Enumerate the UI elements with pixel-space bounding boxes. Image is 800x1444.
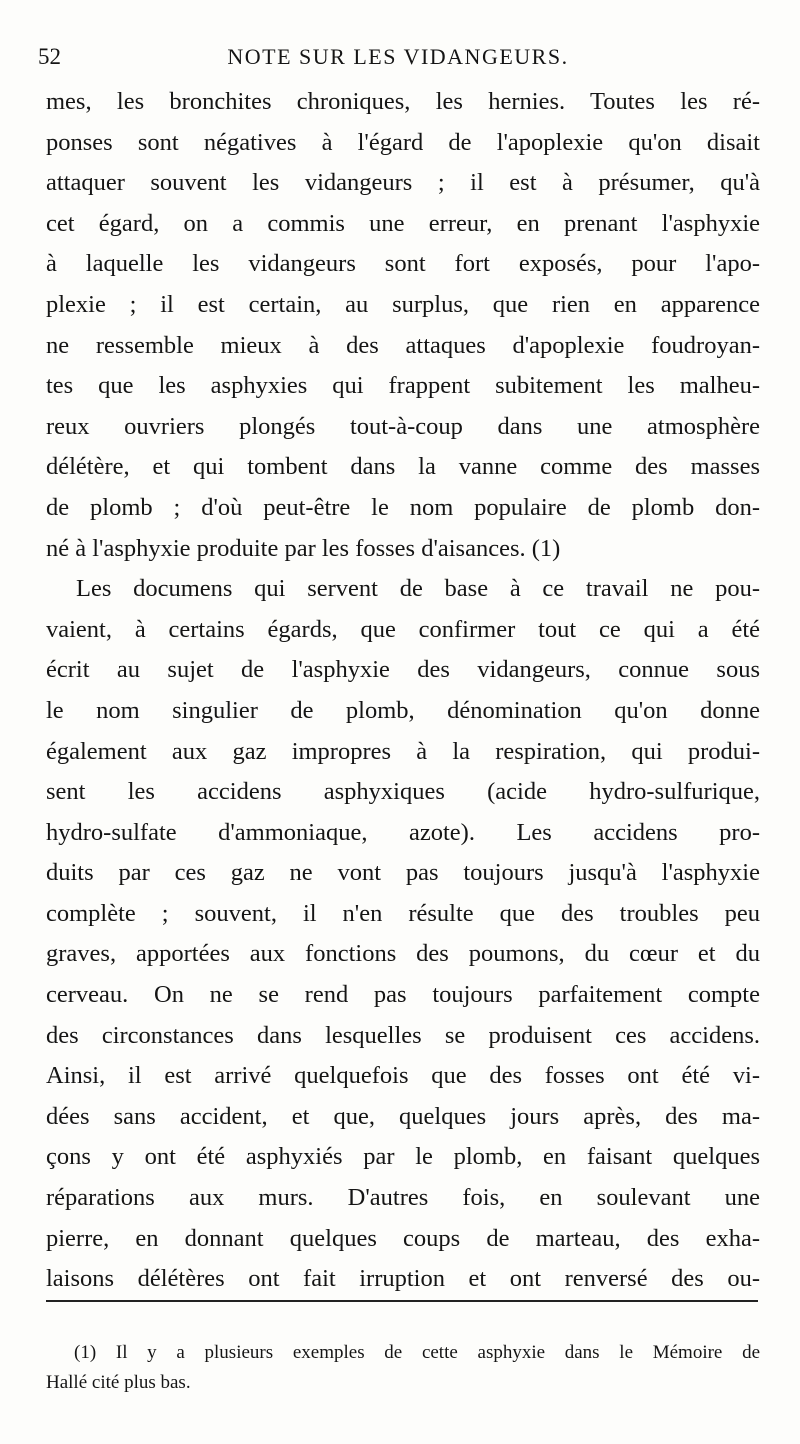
page-header — [38, 40, 758, 80]
text-line: duits par ces gaz ne vont pas toujours jusqu'à l'asphyxie — [46, 859, 760, 887]
text-line: vaient, à certains égards, que confirmer tout ce qui a été — [46, 615, 760, 643]
text-line: des circonstances dans lesquelles se produisent ces accidens. — [46, 1021, 760, 1049]
footnote-line: (1) Il y a plusieurs exemples de cette asphyxie dans le Mémoire de — [74, 1342, 760, 1363]
text-line: reux ouvriers plongés tout-à-coup dans une atmosphère — [46, 412, 760, 440]
text-line: dées sans accident, et que, quelques jours après, des ma- — [46, 1102, 760, 1130]
text-line: également aux gaz impropres à la respiration, qui produi- — [46, 737, 760, 765]
text-line: mes, les bronchites chroniques, les hernies. Toutes les ré- — [46, 88, 760, 115]
text-line: délétère, et qui tombent dans la vanne comme des masses — [46, 453, 760, 481]
footnote-rule — [46, 1300, 758, 1302]
text-line: cerveau. On ne se rend pas toujours parfaitement compte — [46, 981, 760, 1009]
text-line: cet égard, on a commis une erreur, en prenant l'asphyxie — [46, 209, 760, 237]
text-line: né à l'asphyxie produite par les fosses d'aisances. (1) — [46, 534, 561, 562]
text-line: hydro-sulfate d'ammoniaque, azote). Les accidens pro- — [46, 818, 760, 846]
footnote-line: Hallé cité plus bas. — [46, 1372, 191, 1393]
text-line: ponses sont négatives à l'égard de l'apoplexie qu'on disait — [46, 128, 760, 156]
text-line: pierre, en donnant quelques coups de marteau, des exha- — [46, 1224, 760, 1252]
paragraph-start-line: Les documens qui servent de base à ce travail ne pou- — [76, 575, 760, 603]
text-line: réparations aux murs. D'autres fois, en soulevant une — [46, 1184, 760, 1212]
text-line: graves, apportées aux fonctions des poumons, du cœur et du — [46, 940, 760, 968]
text-line: à laquelle les vidangeurs sont fort exposés, pour l'apo- — [46, 250, 760, 278]
text-line: de plomb ; d'où peut-être le nom populaire de plomb don- — [46, 493, 760, 521]
text-line: çons y ont été asphyxiés par le plomb, en faisant quelques — [46, 1143, 760, 1171]
text-line: tes que les asphyxies qui frappent subitement les malheu- — [46, 372, 760, 400]
page-number: 52 — [38, 44, 61, 69]
text-line: laisons délétères ont fait irruption et ont renversé des ou- — [46, 1265, 760, 1293]
text-line: complète ; souvent, il n'en résulte que des troubles peu — [46, 899, 760, 927]
running-head: NOTE SUR LES VIDANGEURS. — [227, 44, 569, 69]
text-line: écrit au sujet de l'asphyxie des vidangeurs, connue sous — [46, 656, 760, 684]
text-line: ne ressemble mieux à des attaques d'apoplexie foudroyan- — [46, 331, 760, 359]
text-line: Ainsi, il est arrivé quelquefois que des fosses ont été vi- — [46, 1062, 760, 1090]
body-text — [46, 82, 760, 1300]
text-line: le nom singulier de plomb, dénomination qu'on donne — [46, 696, 760, 724]
text-line: attaquer souvent les vidangeurs ; il est à présumer, qu'à — [46, 169, 760, 197]
footnote — [46, 1338, 760, 1398]
text-line: plexie ; il est certain, au surplus, que rien en apparence — [46, 290, 760, 318]
text-line: sent les accidens asphyxiques (acide hydro-sulfurique, — [46, 778, 760, 806]
